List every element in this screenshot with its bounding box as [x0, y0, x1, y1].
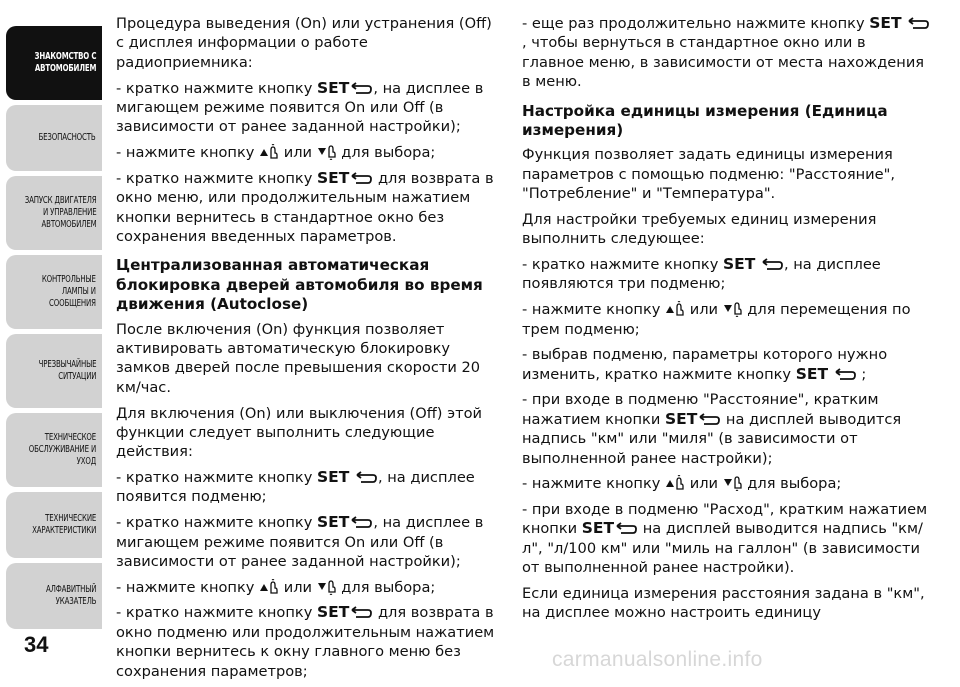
tab-maintenance[interactable] — [6, 413, 102, 487]
bullet-text: , чтобы вернуться в стандартное окно или в главное меню, в зависимости от места нахождения в меню. — [522, 34, 925, 91]
tab-label: ЗАПУСК ДВИГАТЕЛЯ И УПРАВЛЕНИЕ АВТОМОБИЛЕМ — [24, 195, 96, 230]
down-button-icon — [723, 475, 743, 491]
bullet-text: - еще раз продолжительно нажмите кнопку — [522, 15, 870, 32]
or-text: или — [689, 301, 719, 319]
bullet-text: - нажмите кнопку — [116, 144, 260, 162]
paragraph — [522, 210, 932, 249]
return-arrow-icon — [349, 172, 373, 186]
or-text: или — [689, 475, 719, 493]
bullet-text: - при входе в подменю "Расход", кратким нажатием кнопки — [522, 501, 928, 538]
bullet-text: для возврата в окно подменю или продолжительным нажатием кнопки вернитесь к окну главного меню без сохранения параметров; — [116, 604, 495, 680]
up-button-icon — [259, 144, 279, 160]
bullet — [116, 169, 498, 247]
paragraph — [522, 584, 932, 623]
tab-emergency[interactable] — [6, 334, 102, 408]
bullet — [116, 79, 498, 137]
bullet — [522, 14, 932, 92]
down-button-icon — [317, 144, 337, 160]
bullet-text: на дисплей выводится надпись "км" или "миля" (в зависимости от выполненной ранее настройки); — [522, 410, 902, 467]
tab-warning-lights[interactable] — [6, 255, 102, 329]
tab-label: ЗНАКОМСТВО С АВТОМОБИЛЕМ — [34, 51, 96, 74]
paragraph — [116, 14, 498, 72]
bullet-text: , на дисплее в мигающем режиме появится On или Off (в зависимости от ранее заданной настройки); — [116, 514, 484, 570]
paragraph-text: Если единица измерения расстояния задана в "км", на дисплее можно настроить единицу — [522, 584, 925, 622]
tab-index[interactable] — [6, 563, 102, 629]
bullet-text: - при входе в подменю "Расстояние", кратким нажатием кнопки — [522, 391, 879, 428]
bullet-text: для выбора; — [341, 144, 436, 162]
return-arrow-icon — [614, 522, 638, 536]
paragraph-text: Для включения (On) или выключения (Off) этой функции следует выполнить следующие действия: — [116, 404, 483, 461]
section-heading: Централизованная автоматическая блокировка дверей автомобиля во время движения (Autoclose) — [116, 256, 483, 314]
bullet — [116, 143, 498, 162]
return-arrow-icon — [760, 258, 784, 272]
bullet — [522, 300, 932, 339]
set-button-label: SET — [316, 603, 350, 622]
set-button-label: SET — [869, 14, 902, 32]
return-arrow-icon — [906, 17, 930, 31]
bullet — [522, 474, 932, 493]
bullet — [116, 513, 498, 571]
paragraph-text: Для настройки требуемых единиц измерения выполнить следующее: — [522, 210, 877, 248]
bullet-text: - нажмите кнопку — [522, 301, 666, 319]
bullet-text: для выбора; — [747, 475, 842, 493]
bullet-text: - нажмите кнопку — [522, 475, 666, 493]
page-number: 34 — [24, 632, 49, 657]
paragraph — [522, 145, 932, 203]
bullet-text: , на дисплее появится подменю; — [116, 469, 475, 506]
return-arrow-icon — [349, 606, 373, 620]
bullet-text: - кратко нажмите кнопку — [116, 169, 317, 187]
return-arrow-icon — [349, 516, 373, 530]
bullet — [522, 345, 932, 384]
bullet-text: , на дисплее появляются три подменю; — [522, 256, 881, 293]
set-button-label: SET — [722, 255, 756, 274]
bullet — [522, 500, 932, 578]
bullet — [522, 255, 932, 294]
right-column — [522, 14, 932, 629]
bullet — [116, 468, 498, 507]
tab-vehicle-overview[interactable] — [6, 26, 102, 100]
paragraph — [116, 320, 498, 398]
up-button-icon — [259, 579, 279, 595]
tab-safety[interactable] — [6, 105, 102, 171]
bullet-text: для возврата в окно меню, или продолжительным нажатием кнопки вернитесь в стандартное окно без сохранения введенных параметров. — [116, 169, 494, 245]
down-button-icon — [317, 579, 337, 595]
set-button-label: SET — [316, 468, 350, 487]
return-arrow-icon — [354, 471, 378, 485]
paragraph-text: После включения (On) функция позволяет активировать автоматическую блокировку замков дверей после превышения скорости 20 км/час. — [116, 320, 481, 396]
tab-label: КОНТРОЛЬНЫЕ ЛАМПЫ И СООБЩЕНИЯ — [42, 274, 96, 309]
up-button-icon — [665, 301, 685, 317]
bullet — [116, 603, 498, 681]
set-button-label: SET — [664, 409, 698, 428]
bullet-text: - кратко нажмите кнопку — [116, 604, 317, 622]
tab-technical-specs[interactable] — [6, 492, 102, 558]
bullet-text: на дисплей выводится надпись "км/л", "л/100 км" или "миль на галлон" (в зависимости от выполненной ранее настройки). — [522, 520, 923, 577]
chapter-sidebar — [0, 0, 102, 678]
set-button-label: SET — [581, 519, 615, 538]
tab-label: ТЕХНИЧЕСКОЕ ОБСЛУЖИВАНИЕ И УХОД — [28, 432, 96, 467]
or-text: или — [283, 578, 313, 596]
bullet-text: для выбора; — [341, 578, 436, 596]
set-button-label: SET — [795, 364, 829, 383]
bullet-text: - кратко нажмите кнопку — [116, 469, 317, 487]
return-arrow-icon — [833, 368, 857, 382]
bullet-text: - кратко нажмите кнопку — [116, 514, 317, 532]
bullet — [522, 390, 932, 468]
paragraph-text: Процедура выведения (On) или устранения (Off) с дисплея информации о работе радиоприемника: — [116, 15, 492, 71]
set-button-label: SET — [316, 513, 350, 532]
bullet-text: ; — [861, 365, 867, 383]
paragraph — [116, 404, 498, 462]
bullet-text: - нажмите кнопку — [116, 578, 260, 596]
down-button-icon — [723, 301, 743, 317]
set-button-label: SET — [316, 168, 350, 187]
paragraph-text: Функция позволяет задать единицы измерения параметров с помощью подменю: "Расстояние", "Потребление" и "Температура". — [522, 146, 895, 203]
tab-label: ЧРЕЗВЫЧАЙНЫЕ СИТУАЦИИ — [38, 359, 96, 382]
tab-label: АЛФАВИТНЫЙ УКАЗАТЕЛЬ — [45, 584, 96, 607]
return-arrow-icon — [697, 413, 721, 427]
tab-label: ТЕХНИЧЕСКИЕ ХАРАКТЕРИСТИКИ — [31, 513, 96, 536]
up-button-icon — [665, 475, 685, 491]
bullet — [116, 578, 498, 597]
bullet-text: - кратко нажмите кнопку — [522, 256, 723, 274]
bullet-text: для перемещения по трем подменю; — [522, 301, 911, 338]
set-button-label: SET — [316, 78, 350, 97]
section-heading: Настройка единицы измерения (Единица измерения) — [522, 101, 888, 140]
return-arrow-icon — [349, 82, 373, 96]
bullet-text: - выбрав подменю, параметры которого нужно изменить, кратко нажмите кнопку — [522, 346, 888, 383]
watermark: carmanualsonline.info — [552, 648, 763, 671]
tab-starting-driving[interactable] — [6, 176, 102, 250]
bullet-text: - кратко нажмите кнопку — [116, 79, 317, 97]
bullet-text: , на дисплее в мигающем режиме появится On или Off (в зависимости от ранее заданной настройки); — [116, 79, 484, 136]
tab-label: БЕЗОПАСНОСТЬ — [38, 132, 96, 143]
or-text: или — [283, 144, 313, 162]
left-column — [116, 14, 498, 687]
